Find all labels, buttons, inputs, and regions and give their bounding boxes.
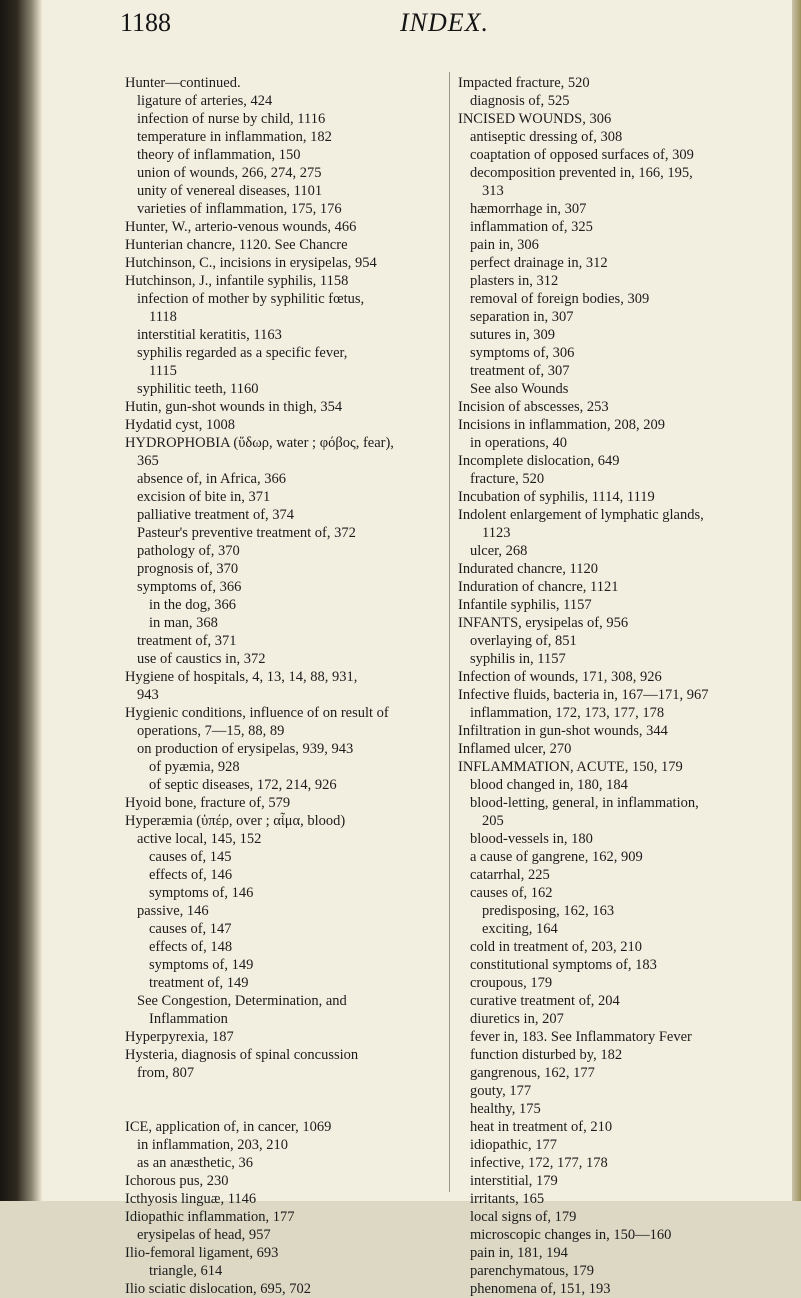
index-entry: of pyæmia, 928 (149, 759, 240, 775)
index-entry: Hyoid bone, fracture of, 579 (125, 795, 291, 811)
index-entry: Ilio-femoral ligament, 693 (125, 1245, 279, 1261)
index-entry: Incomplete dislocation, 649 (458, 453, 620, 469)
index-entry: palliative treatment of, 374 (137, 507, 295, 523)
index-entry: predisposing, 162, 163 (482, 903, 615, 919)
index-entry: 1123 (482, 525, 511, 541)
index-entry: Hyperæmia (ὑπέρ, over ; αἷμα, blood) (125, 813, 346, 829)
index-entry: excision of bite in, 371 (137, 489, 271, 505)
index-entry: prognosis of, 370 (137, 561, 239, 577)
index-entry: Idiopathic inflammation, 177 (125, 1209, 295, 1225)
index-entry: Infantile syphilis, 1157 (458, 597, 592, 613)
index-entry: ligature of arteries, 424 (137, 93, 273, 109)
running-head (110, 6, 770, 46)
index-entry: croupous, 179 (470, 975, 553, 991)
index-entry: ulcer, 268 (470, 543, 528, 559)
index-entry: fracture, 520 (470, 471, 545, 487)
index-entry: INFANTS, erysipelas of, 956 (458, 615, 629, 631)
index-entry: in man, 368 (149, 615, 218, 631)
index-entry: Hutin, gun-shot wounds in thigh, 354 (125, 399, 343, 415)
index-entry: Impacted fracture, 520 (458, 75, 590, 91)
index-entry: effects of, 148 (149, 939, 233, 955)
index-entry: Indolent enlargement of lymphatic glands, (458, 507, 704, 523)
index-entry: from, 807 (137, 1065, 195, 1081)
index-entry: effects of, 146 (149, 867, 233, 883)
index-entry: Incision of abscesses, 253 (458, 399, 609, 415)
index-entry: a cause of gangrene, 162, 909 (470, 849, 643, 865)
index-entry: active local, 145, 152 (137, 831, 262, 847)
index-entry: symptoms of, 149 (149, 957, 254, 973)
index-entry: Hutchinson, J., infantile syphilis, 1158 (125, 273, 349, 289)
index-entry: infection of mother by syphilitic fœtus, (137, 291, 365, 307)
index-entry: infection of nurse by child, 1116 (137, 111, 326, 127)
page-number: 1188 (120, 8, 172, 37)
index-entry: 1115 (149, 363, 177, 379)
index-entry: triangle, 614 (149, 1263, 223, 1279)
index-entry: causes of, 147 (149, 921, 232, 937)
index-entry: overlaying of, 851 (470, 633, 577, 649)
index-entry: as an anæsthetic, 36 (137, 1155, 253, 1171)
index-entry: irritants, 165 (470, 1191, 545, 1207)
index-entry: antiseptic dressing of, 308 (470, 129, 623, 145)
index-entry: INFLAMMATION, ACUTE, 150, 179 (458, 759, 683, 775)
index-entry: Infection of wounds, 171, 308, 926 (458, 669, 662, 685)
page-edge (792, 0, 801, 1201)
index-entry: exciting, 164 (482, 921, 558, 937)
index-entry: Incubation of syphilis, 1114, 1119 (458, 489, 655, 505)
index-entry: separation in, 307 (470, 309, 574, 325)
index-entry: diuretics in, 207 (470, 1011, 564, 1027)
index-column-right (458, 74, 788, 1298)
index-entry: Hygienic conditions, influence of on result of (125, 705, 389, 721)
index-entry: phenomena of, 151, 193 (470, 1281, 611, 1297)
index-entry: heat in treatment of, 210 (470, 1119, 613, 1135)
index-entry: syphilitic teeth, 1160 (137, 381, 259, 397)
index-entry: Hydatid cyst, 1008 (125, 417, 235, 433)
index-entry: syphilis regarded as a specific fever, (137, 345, 348, 361)
index-entry: syphilis in, 1157 (470, 651, 566, 667)
index-entry: in inflammation, 203, 210 (137, 1137, 289, 1153)
index-entry: 943 (137, 687, 159, 703)
index-entry: See Congestion, Determination, and (137, 993, 347, 1009)
index-entry: removal of foreign bodies, 309 (470, 291, 650, 307)
index-entry: symptoms of, 306 (470, 345, 575, 361)
index-entry: 1118 (149, 309, 177, 325)
index-entry: inflammation, 172, 173, 177, 178 (470, 705, 665, 721)
index-entry: gangrenous, 162, 177 (470, 1065, 595, 1081)
index-entry: sutures in, 309 (470, 327, 555, 343)
index-entry: Pasteur's preventive treatment of, 372 (137, 525, 356, 541)
index-entry: Hysteria, diagnosis of spinal concussion (125, 1047, 359, 1063)
index-entry: hæmorrhage in, 307 (470, 201, 587, 217)
index-entry: use of caustics in, 372 (137, 651, 266, 667)
index-entry: symptoms of, 366 (137, 579, 242, 595)
index-entry: passive, 146 (137, 903, 209, 919)
index-entry: treatment of, 149 (149, 975, 249, 991)
index-entry: on production of erysipelas, 939, 943 (137, 741, 354, 757)
index-entry: diagnosis of, 525 (470, 93, 570, 109)
index-entry: of septic diseases, 172, 214, 926 (149, 777, 337, 793)
index-entry: varieties of inflammation, 175, 176 (137, 201, 342, 217)
index-entry: Inflammation (149, 1011, 228, 1027)
index-entry: Hyperpyrexia, 187 (125, 1029, 234, 1045)
index-entry: microscopic changes in, 150—160 (470, 1227, 672, 1243)
index-entry: constitutional symptoms of, 183 (470, 957, 657, 973)
index-entry: Infective fluids, bacteria in, 167—171, 967 (458, 687, 709, 703)
index-entry: Hutchinson, C., incisions in erysipelas, 954 (125, 255, 377, 271)
index-entry: function disturbed by, 182 (470, 1047, 623, 1063)
index-entry: inflammation of, 325 (470, 219, 593, 235)
index-entry: interstitial keratitis, 1163 (137, 327, 282, 343)
index-entry: treatment of, 371 (137, 633, 237, 649)
index-entry: in the dog, 366 (149, 597, 236, 613)
index-entry: curative treatment of, 204 (470, 993, 620, 1009)
index-entry: union of wounds, 266, 274, 275 (137, 165, 322, 181)
column-divider (449, 72, 450, 1192)
index-entry: perfect drainage in, 312 (470, 255, 608, 271)
index-entry: fever in, 183. See Inflammatory Fever (470, 1029, 692, 1045)
index-entry: cold in treatment of, 203, 210 (470, 939, 642, 955)
index-entry: decomposition prevented in, 166, 195, (470, 165, 693, 181)
index-entry: parenchymatous, 179 (470, 1263, 595, 1279)
index-entry: causes of, 145 (149, 849, 232, 865)
index-entry: healthy, 175 (470, 1101, 541, 1117)
index-entry: Icthyosis linguæ, 1146 (125, 1191, 257, 1207)
index-entry: Ilio sciatic dislocation, 695, 702 (125, 1281, 312, 1297)
index-entry: HYDROPHOBIA (ὕδωρ, water ; φόβος, fear), (125, 435, 394, 451)
index-entry: 365 (137, 453, 159, 469)
index-entry: operations, 7—15, 88, 89 (137, 723, 285, 739)
index-entry: treatment of, 307 (470, 363, 570, 379)
index-entry: Hunter, W., arterio-venous wounds, 466 (125, 219, 357, 235)
index-entry: Inflamed ulcer, 270 (458, 741, 572, 757)
index-entry: Indurated chancre, 1120 (458, 561, 598, 577)
index-entry: Hunter—continued. (125, 75, 241, 91)
index-entry: interstitial, 179 (470, 1173, 558, 1189)
index-entry: pain in, 306 (470, 237, 539, 253)
index-column-left (125, 74, 445, 1298)
index-entry: Hygiene of hospitals, 4, 13, 14, 88, 931, (125, 669, 358, 685)
index-entry: in operations, 40 (470, 435, 568, 451)
index-entry: coaptation of opposed surfaces of, 309 (470, 147, 694, 163)
index-entry (125, 1100, 445, 1118)
index-entry: Ichorous pus, 230 (125, 1173, 229, 1189)
index-entry: ICE, application of, in cancer, 1069 (125, 1119, 332, 1135)
index-entry: pathology of, 370 (137, 543, 240, 559)
index-entry: blood-vessels in, 180 (470, 831, 593, 847)
index-entry: plasters in, 312 (470, 273, 559, 289)
index-entry: Induration of chancre, 1121 (458, 579, 619, 595)
index-entry: Hunterian chancre, 1120. See Chancre (125, 237, 348, 253)
book-spine-shadow (0, 0, 42, 1201)
index-entry: blood-letting, general, in inflammation, (470, 795, 699, 811)
index-entry: 205 (482, 813, 504, 829)
index-entry: 313 (482, 183, 504, 199)
index-entry: INCISED WOUNDS, 306 (458, 111, 612, 127)
index-entry: catarrhal, 225 (470, 867, 550, 883)
index-entry: Infiltration in gun-shot wounds, 344 (458, 723, 668, 739)
index-entry: infective, 172, 177, 178 (470, 1155, 608, 1171)
index-entry: See also Wounds (470, 381, 569, 397)
index-entry: blood changed in, 180, 184 (470, 777, 628, 793)
index-entry: theory of inflammation, 150 (137, 147, 301, 163)
index-entry: Incisions in inflammation, 208, 209 (458, 417, 666, 433)
index-entry: temperature in inflammation, 182 (137, 129, 332, 145)
index-entry: absence of, in Africa, 366 (137, 471, 286, 487)
index-entry: symptoms of, 146 (149, 885, 254, 901)
index-entry: idiopathic, 177 (470, 1137, 557, 1153)
index-entry: unity of venereal diseases, 1101 (137, 183, 323, 199)
index-entry: pain in, 181, 194 (470, 1245, 568, 1261)
index-entry: local signs of, 179 (470, 1209, 577, 1225)
index-entry: causes of, 162 (470, 885, 553, 901)
index-entry (125, 1082, 445, 1100)
index-entry: gouty, 177 (470, 1083, 532, 1099)
page-title: INDEX. (400, 8, 490, 37)
index-entry: erysipelas of head, 957 (137, 1227, 271, 1243)
